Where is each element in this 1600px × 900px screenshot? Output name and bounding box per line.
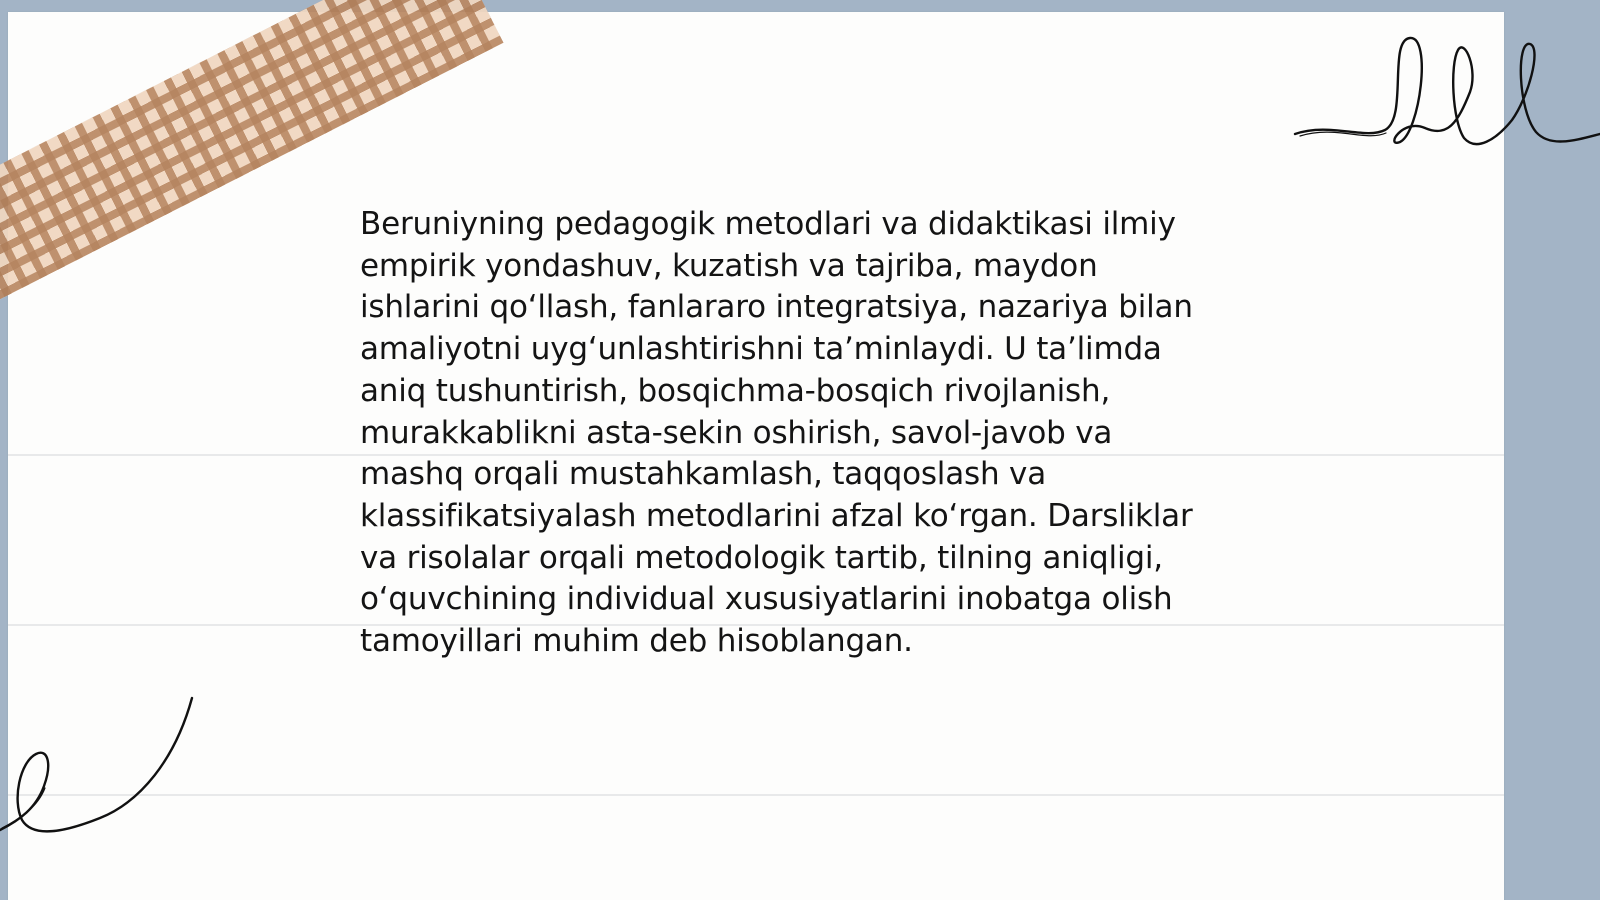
- loop-scribble-bottom-left-icon: [0, 690, 210, 850]
- loop-scribble-top-right-icon: [1290, 30, 1600, 170]
- paragraph-line: o‘quvchining individual xususiyatlarini inobatga olish: [360, 581, 1173, 618]
- paragraph-line: aniq tushuntirish, bosqichma-bosqich rivojlanish,: [360, 372, 1111, 409]
- body-paragraph: [360, 204, 1260, 663]
- paragraph-line: murakkablikni asta-sekin oshirish, savol-javob va: [360, 414, 1113, 451]
- paragraph-line: tamoyillari muhim deb hisoblangan.: [360, 623, 913, 660]
- paper-rule-line: [8, 794, 1504, 796]
- paragraph-line: amaliyotni uyg‘unlashtirishni ta’minlaydi. U ta’limda: [360, 331, 1162, 368]
- paragraph-line: ishlarini qo‘llash, fanlararo integratsiya, nazariya bilan: [360, 289, 1193, 326]
- paragraph-line: empirik yondashuv, kuzatish va tajriba, maydon: [360, 247, 1098, 284]
- paragraph-line: mashq orqali mustahkamlash, taqqoslash va: [360, 456, 1046, 493]
- paragraph-line: va risolalar orqali metodologik tartib, tilning aniqligi,: [360, 539, 1163, 576]
- paragraph-line: klassifikatsiyalash metodlarini afzal ko‘rgan. Darsliklar: [360, 497, 1193, 534]
- paragraph-line: Beruniyning pedagogik metodlari va didaktikasi ilmiy: [360, 206, 1176, 242]
